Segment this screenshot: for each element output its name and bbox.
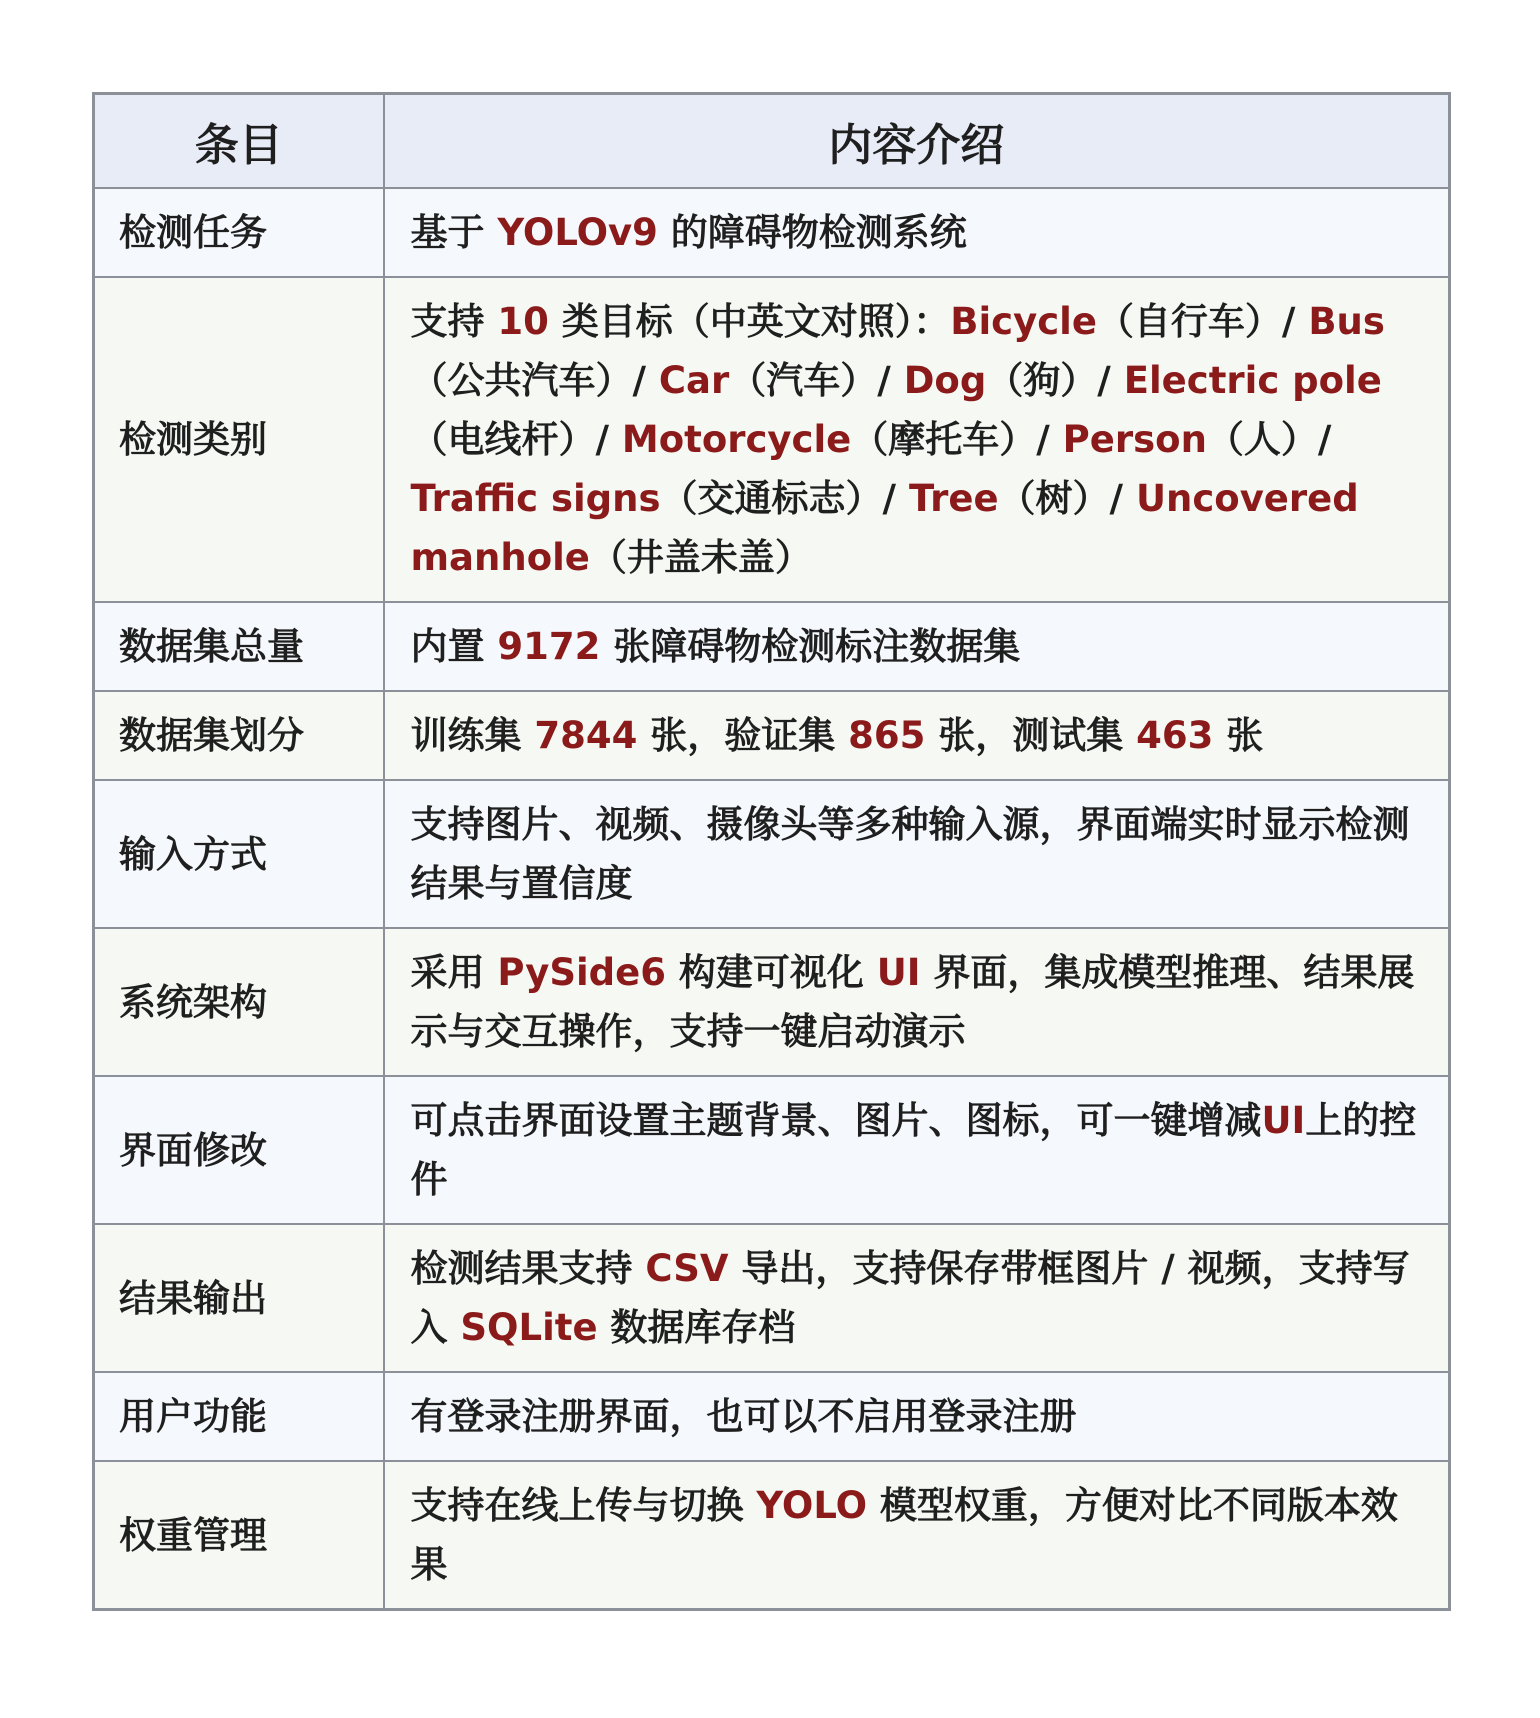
content-text: 界面，集成模型推理、结果展示与交互操作，支持一键启动演示 — [410, 951, 1415, 1053]
table-body — [94, 188, 1450, 1610]
highlighted-term: CSV — [645, 1247, 729, 1290]
table-row — [94, 780, 1450, 928]
content-text: 张障碍物检测标注数据集 — [600, 625, 1021, 668]
content-text: （汽车）/ — [729, 359, 904, 402]
content-text: 支持 — [410, 300, 498, 343]
highlighted-term: YOLOv9 — [497, 211, 658, 254]
content-text: （狗）/ — [986, 359, 1124, 402]
row-label: 结果输出 — [94, 1224, 384, 1372]
highlighted-term: Tree — [908, 477, 999, 520]
highlighted-term: UI — [876, 951, 921, 994]
content-text: （井盖未盖） — [589, 536, 812, 579]
content-text: （自行车）/ — [1096, 300, 1309, 343]
row-content — [384, 928, 1450, 1076]
highlighted-term: Dog — [903, 359, 987, 402]
highlighted-term: UI — [1261, 1099, 1306, 1142]
highlighted-term: 865 — [848, 714, 926, 757]
content-text: （交通标志）/ — [660, 477, 909, 520]
row-content — [384, 277, 1450, 602]
content-text: 可点击界面设置主题背景、图片、图标，可一键增减 — [410, 1099, 1262, 1142]
table-row — [94, 1372, 1450, 1461]
table-row — [94, 277, 1450, 602]
content-text: 有登录注册界面，也可以不启用登录注册 — [410, 1395, 1077, 1438]
feature-table — [92, 92, 1451, 1611]
table-row — [94, 1076, 1450, 1224]
table-row — [94, 602, 1450, 691]
highlighted-term: Car — [658, 359, 730, 402]
content-text: 检测结果支持 — [410, 1247, 646, 1290]
table-row — [94, 691, 1450, 780]
row-label: 检测任务 — [94, 188, 384, 277]
content-text: 采用 — [410, 951, 498, 994]
row-content — [384, 1224, 1450, 1372]
row-label: 界面修改 — [94, 1076, 384, 1224]
content-text: 模型权重，方便对比不同版本效果 — [410, 1484, 1398, 1586]
highlighted-term: Traffic signs — [410, 477, 661, 520]
row-label: 检测类别 — [94, 277, 384, 602]
content-text: 支持在线上传与切换 — [410, 1484, 757, 1527]
row-content — [384, 1461, 1450, 1610]
table-row — [94, 1224, 1450, 1372]
highlighted-term: Bicycle — [950, 300, 1097, 343]
content-text: 支持图片、视频、摄像头等多种输入源，界面端实时显示检测结果与置信度 — [410, 803, 1410, 905]
highlighted-term: 463 — [1136, 714, 1214, 757]
highlighted-term: YOLO — [756, 1484, 868, 1527]
feature-table-container — [92, 92, 1448, 1611]
row-label: 数据集总量 — [94, 602, 384, 691]
content-text: 张，测试集 — [925, 714, 1137, 757]
row-content — [384, 1372, 1450, 1461]
content-text: 导出，支持保存带框图片 / 视频，支持写入 — [410, 1247, 1410, 1349]
row-content — [384, 1076, 1450, 1224]
highlighted-term: 9172 — [497, 625, 601, 668]
table-row — [94, 928, 1450, 1076]
highlighted-term: Motorcycle — [621, 418, 852, 461]
row-label: 数据集划分 — [94, 691, 384, 780]
highlighted-term: PySide6 — [497, 951, 666, 994]
content-text: 张 — [1213, 714, 1264, 757]
content-text: （公共汽车）/ — [410, 359, 659, 402]
header-content: 内容介绍 — [384, 94, 1450, 189]
highlighted-term: 7844 — [534, 714, 638, 757]
content-text: 张，验证集 — [637, 714, 849, 757]
content-text: 上的控件 — [410, 1099, 1417, 1201]
highlighted-term: 10 — [497, 300, 549, 343]
content-text: 构建可视化 — [665, 951, 877, 994]
content-text: （电线杆）/ — [410, 418, 622, 461]
row-content — [384, 691, 1450, 780]
table-row — [94, 1461, 1450, 1610]
row-label: 系统架构 — [94, 928, 384, 1076]
highlighted-term: SQLite — [460, 1306, 598, 1349]
highlighted-term: Uncovered manhole — [410, 477, 1359, 579]
content-text: 内置 — [410, 625, 498, 668]
header-item: 条目 — [94, 94, 384, 189]
content-text: 类目标（中英文对照）： — [548, 300, 951, 343]
content-text: （摩托车）/ — [851, 418, 1063, 461]
table-row — [94, 188, 1450, 277]
row-content — [384, 602, 1450, 691]
table-header-row — [94, 94, 1450, 189]
row-label: 输入方式 — [94, 780, 384, 928]
row-content — [384, 188, 1450, 277]
content-text: 基于 — [410, 211, 498, 254]
highlighted-term: Person — [1062, 418, 1207, 461]
content-text: 的障碍物检测系统 — [657, 211, 967, 254]
row-content — [384, 780, 1450, 928]
content-text: （树）/ — [998, 477, 1136, 520]
row-label: 权重管理 — [94, 1461, 384, 1610]
row-label: 用户功能 — [94, 1372, 384, 1461]
highlighted-term: Bus — [1308, 300, 1385, 343]
content-text: 数据库存档 — [597, 1306, 796, 1349]
content-text: （人）/ — [1206, 418, 1332, 461]
highlighted-term: Electric pole — [1123, 359, 1382, 402]
content-text: 训练集 — [410, 714, 535, 757]
